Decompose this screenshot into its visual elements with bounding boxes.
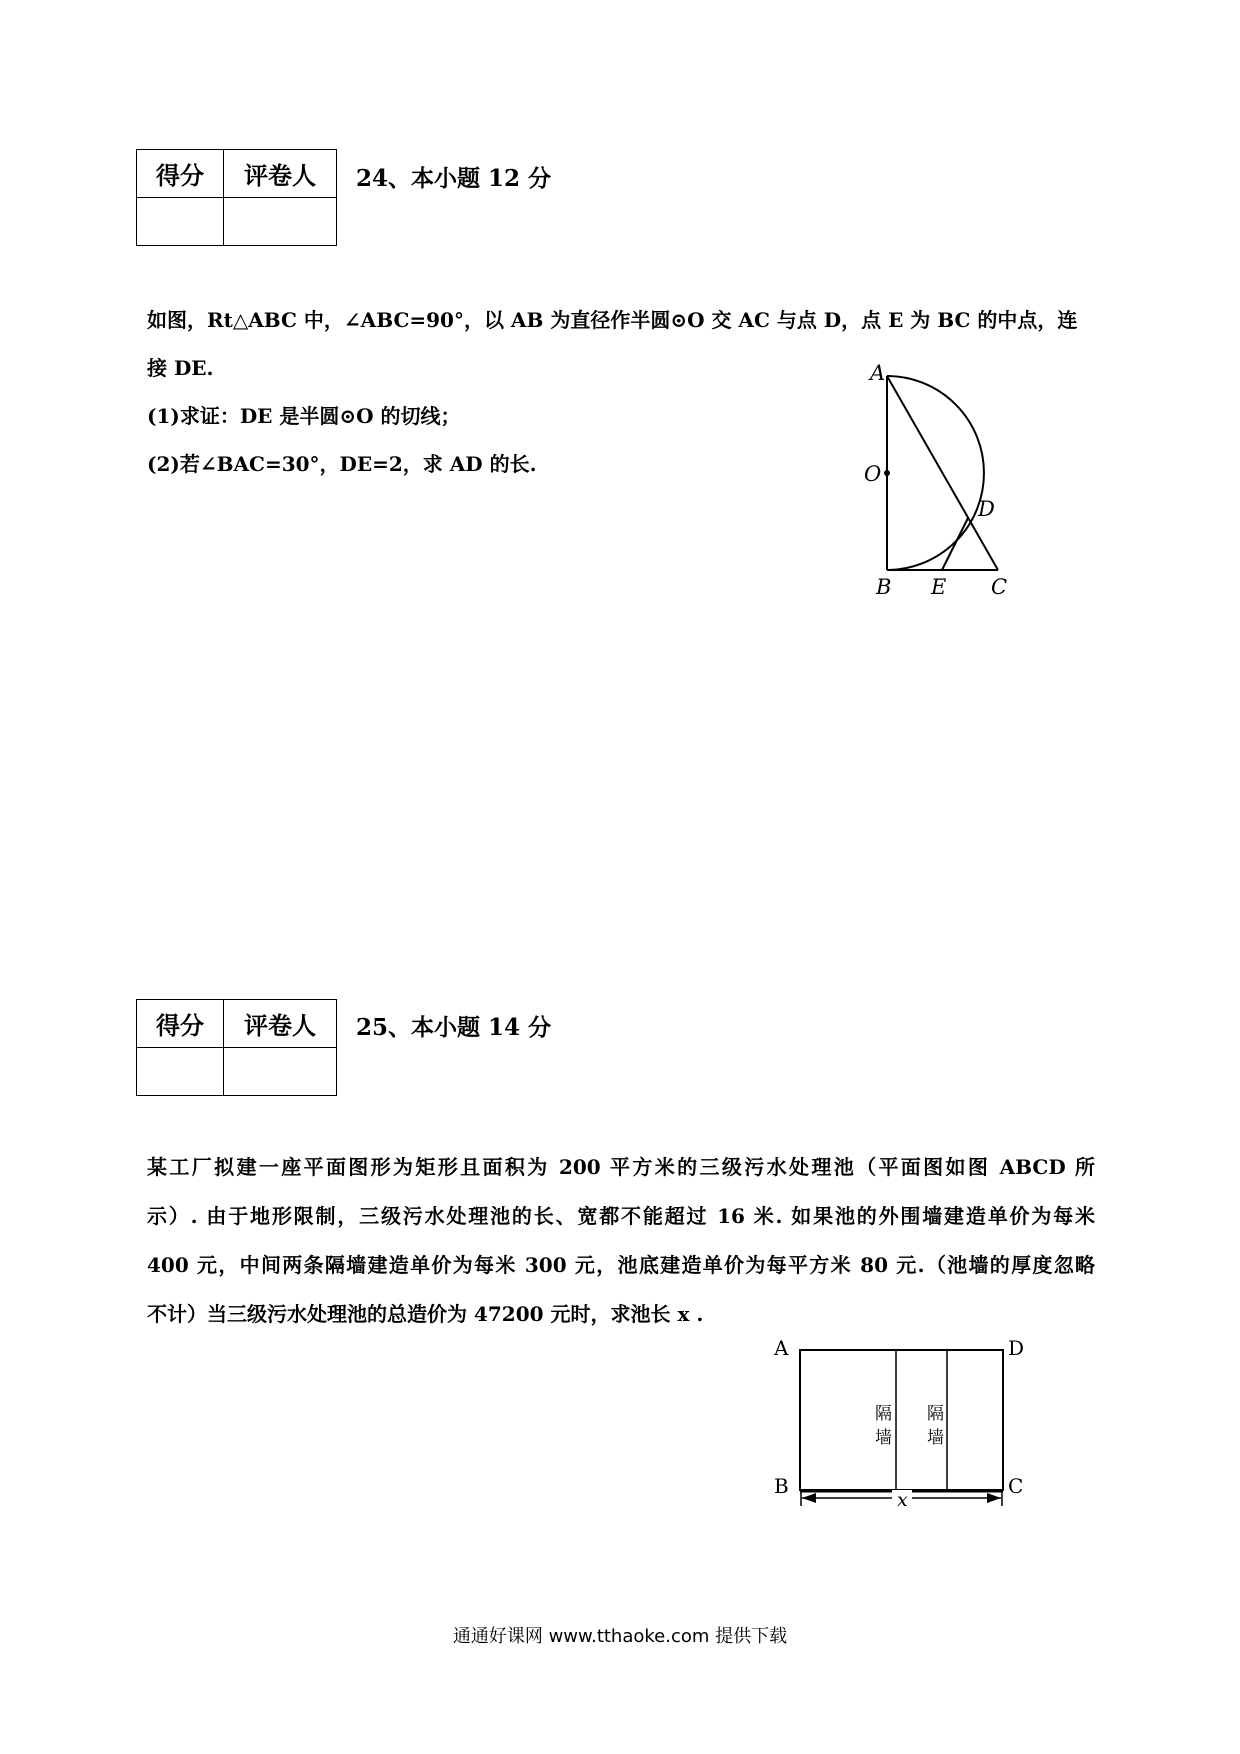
q24-line1: 如图，Rt△ABC 中，∠ABC=90°，以 AB 为直径作半圆⊙O 交 AC 与点 D，点 E 为 BC 的中点，连 — [147, 308, 1078, 332]
score-table-q24 — [136, 149, 337, 246]
q24-part1: (1)求证：DE 是半圆⊙O 的切线； — [147, 404, 461, 428]
wall-label-1-top: 隔 — [875, 1404, 892, 1424]
score-header: 得分 — [137, 150, 224, 198]
arrow-left — [802, 1493, 816, 1503]
wall-label-2-bottom: 墙 — [927, 1428, 944, 1448]
q24-heading: 24、本小题 12 分 — [356, 165, 552, 192]
label-o: O — [864, 462, 882, 486]
q25-line4: 不计）当三级污水处理池的总造价为 47200 元时，求池长 x . — [147, 1302, 704, 1326]
arrow-right — [987, 1493, 1001, 1503]
label-b: B — [876, 575, 892, 599]
segment-de — [942, 518, 968, 570]
score-header: 得分 — [137, 1000, 224, 1048]
grader-header: 评卷人 — [224, 150, 337, 198]
point-o — [884, 470, 890, 476]
q25-line1: 某工厂拟建一座平面图形为矩形且面积为 200 平方米的三级污水处理池（平面图如图 ABCD 所 — [147, 1155, 1095, 1179]
q25-line3: 400 元，中间两条隔墙建造单价为每米 300 元，池底建造单价为每平方米 80 元.（池墙的厚度忽略 — [147, 1253, 1095, 1277]
score-cell — [137, 1048, 224, 1096]
q24-line2: 接 DE. — [147, 356, 214, 380]
label-c: C — [991, 575, 1008, 599]
label-b: B — [774, 1474, 789, 1498]
q25-heading: 25、本小题 14 分 — [356, 1014, 552, 1041]
q24-part2: (2)若∠BAC=30°，DE=2，求 AD 的长. — [147, 452, 537, 476]
label-c: C — [1008, 1474, 1024, 1498]
pool-rectangle — [800, 1350, 1003, 1490]
grader-header: 评卷人 — [224, 1000, 337, 1048]
wall-label-2-top: 隔 — [927, 1404, 944, 1424]
q25-figure — [770, 1330, 1040, 1520]
label-e: E — [931, 575, 947, 599]
label-a: A — [870, 361, 886, 385]
q25-line2: 示）. 由于地形限制，三级污水处理池的长、宽都不能超过 16 米. 如果池的外围墙建造单价为每米 — [147, 1204, 1095, 1228]
semicircle-o — [887, 376, 984, 570]
score-table-q25 — [136, 999, 337, 1096]
label-a: A — [774, 1336, 789, 1360]
q25-text — [147, 1143, 1095, 1339]
score-cell — [137, 198, 224, 246]
q24-figure — [840, 350, 1040, 610]
segment-ac — [887, 376, 998, 570]
label-x: x — [897, 1489, 908, 1511]
wall-label-1-bottom: 墙 — [875, 1428, 892, 1448]
grader-cell — [224, 198, 337, 246]
label-d: D — [978, 497, 995, 521]
label-d: D — [1008, 1336, 1025, 1360]
grader-cell — [224, 1048, 337, 1096]
footer-text: 通通好课网 www.tthaoke.com 提供下载 — [452, 1626, 788, 1647]
